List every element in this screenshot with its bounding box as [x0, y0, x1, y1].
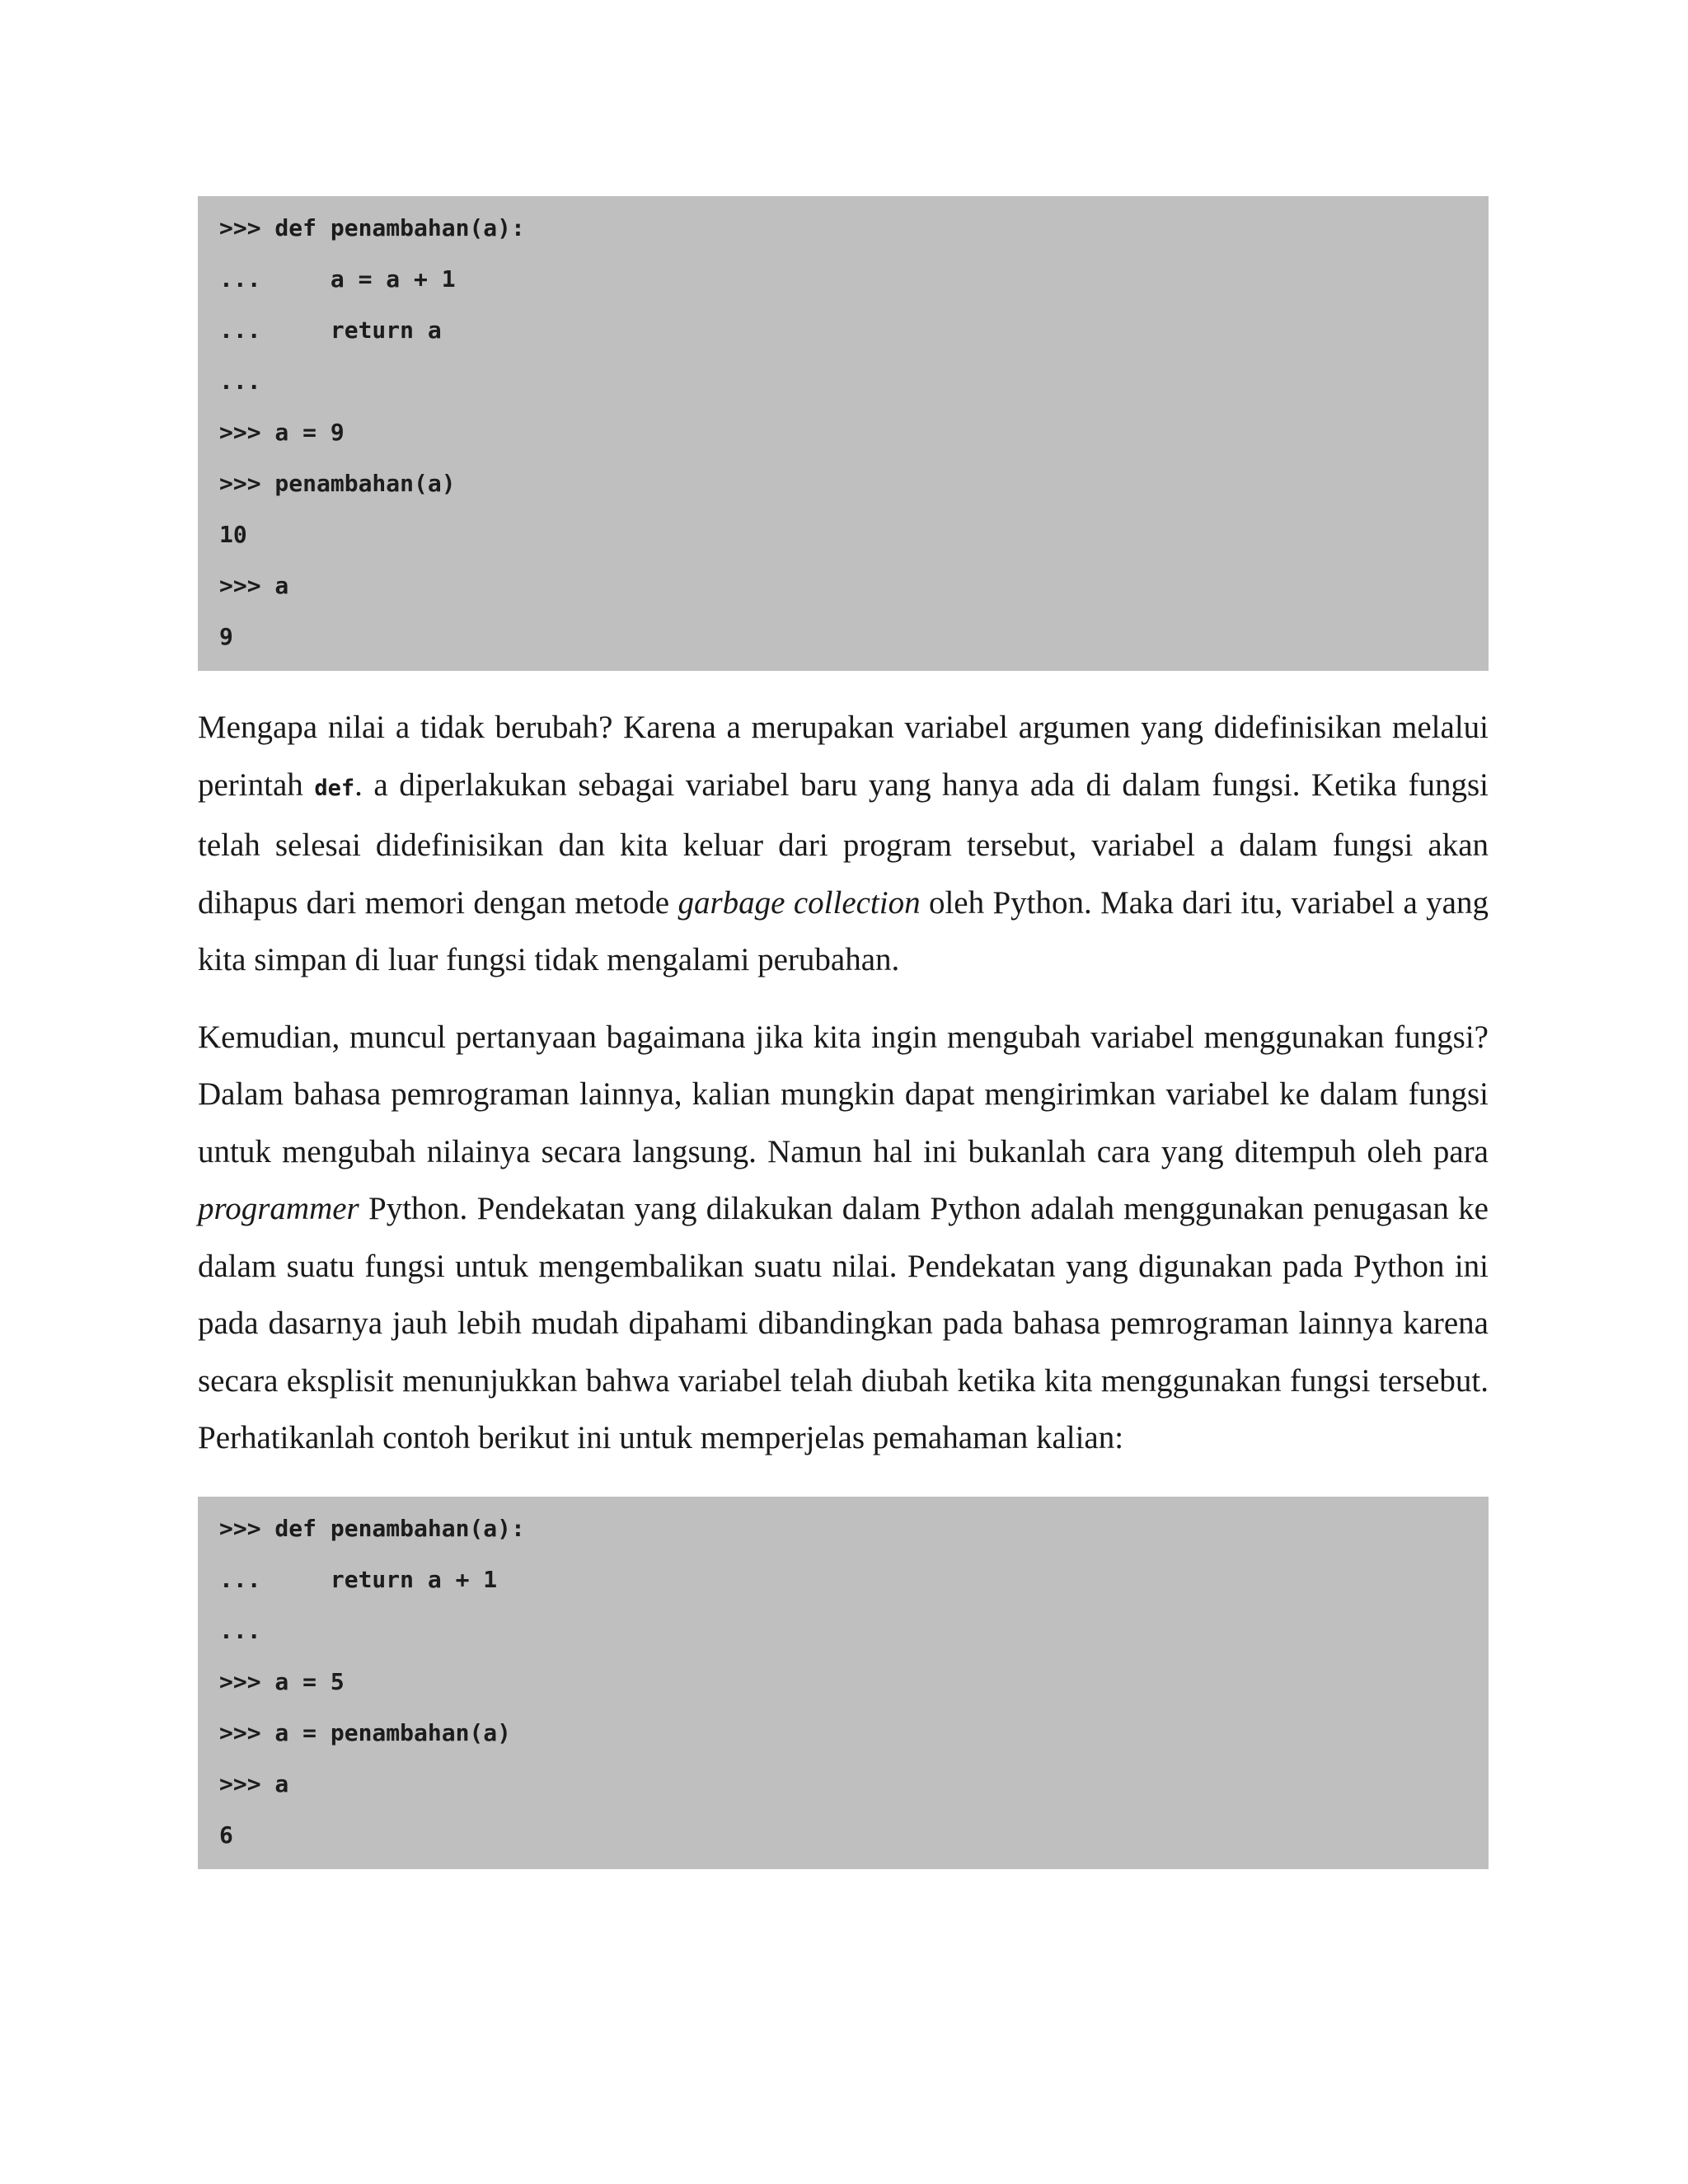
document-page: [198, 196, 1489, 1869]
paragraph-1-text: oleh Python. Maka dari itu, variabel a yang kita simpan di luar fungsi tidak mengalami perubahan.: [198, 884, 1489, 977]
code-line: ... return a + 1: [219, 1565, 498, 1593]
code-line: >>> a = 5: [219, 1667, 345, 1695]
code-line: >>> a = 9: [219, 419, 345, 446]
code-line: >>> penambahan(a): [219, 470, 456, 497]
italic-term: programmer: [198, 1191, 359, 1226]
code-line: >>> def penambahan(a):: [219, 214, 525, 241]
code-line: ... return a: [219, 316, 442, 344]
code-line: 9: [219, 623, 233, 650]
code-block-1: [198, 196, 1489, 671]
code-line: ...: [219, 368, 261, 395]
code-line: 10: [219, 521, 247, 548]
paragraph-2: [198, 1009, 1489, 1467]
code-line: ... a = a + 1: [219, 265, 456, 293]
code-line: ...: [219, 1616, 261, 1644]
italic-term: garbage collection: [678, 884, 921, 921]
code-line: >>> a: [219, 572, 289, 599]
paragraph-1: [198, 699, 1489, 989]
paragraph-2-text: Python. Pendekatan yang dilakukan dalam Python adalah menggunakan penugasan ke dalam suatu fungsi untuk mengembalikan suatu nilai. Pendekatan yang digunakan pada Python ini pada dasarnya jauh lebih mudah dipahami dibandingkan pada bahasa pemrograman lainnya karena secara eksplisit menunjukkan bahwa variabel telah diubah ketika kita menggunakan fungsi tersebut. Perhatikanlah contoh berikut ini untuk memperjelas pemahaman kalian:: [198, 1191, 1489, 1455]
paragraph-1-text: . a diperlakukan sebagai variabel baru yang hanya ada di dalam fungsi. Ketika fungsi telah selesai didefinisikan dan kita keluar dari program tersebut, variabel a dalam fungsi akan dihapus dari memori dengan metode: [198, 766, 1489, 921]
code-block-2: [198, 1497, 1489, 1869]
code-line: >>> a = penambahan(a): [219, 1718, 512, 1746]
inline-code-def: def: [314, 775, 355, 801]
code-line: >>> a: [219, 1769, 289, 1797]
code-line: 6: [219, 1821, 233, 1849]
paragraph-1-text: Mengapa nilai a tidak berubah? Karena a merupakan variabel argumen yang didefinisikan melalui perintah: [198, 710, 1489, 803]
code-line: >>> def penambahan(a):: [219, 1514, 525, 1542]
paragraph-2-text: Kemudian, muncul pertanyaan bagaimana jika kita ingin mengubah variabel menggunakan fungsi? Dalam bahasa pemrograman lainnya, kalian mungkin dapat mengirimkan variabel ke dalam fungsi untuk mengubah nilainya secara langsung. Namun hal ini bukanlah cara yang ditempuh oleh para: [198, 1019, 1489, 1169]
